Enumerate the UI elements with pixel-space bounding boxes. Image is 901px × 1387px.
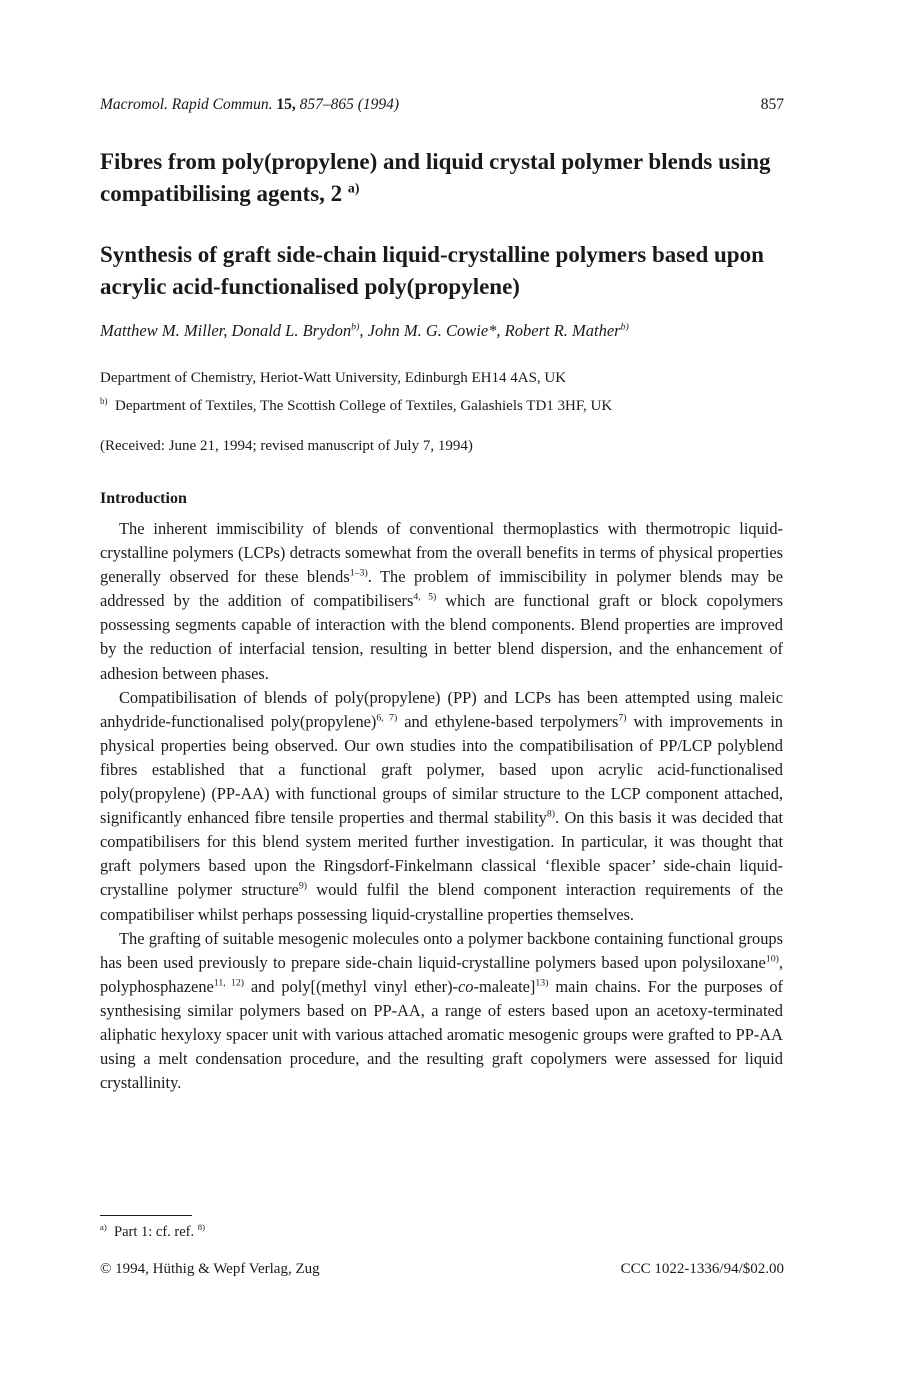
footnote-mark: a)	[100, 1222, 107, 1233]
paragraph-3: The grafting of suitable mesogenic molecules onto a polymer backbone containing functional groups has been used previously to prepare side-chain liquid-crystalline polymers based upon polysiloxane$^{10)}$, polyphosphazene$^{11, 12)}$ and poly[(methyl vinyl ether)-co-maleate]$^{13)}$ main chains. For the purposes of synthesising similar polymers based on PP-AA, a range of esters based upon an acetoxy-terminated aliphatic hexyloxy spacer unit with various attached aromatic mesogenic groups were grafted to PP-AA using a melt condensation procedure, and the resulting graft copolymers were assessed for liquid crystallinity.	[100, 928, 783, 1093]
running-header	[100, 96, 784, 114]
journal-citation	[100, 96, 399, 114]
citation: 10)	[765, 953, 779, 965]
journal-name: Macromol. Rapid Commun.	[100, 96, 273, 113]
title-footnote-mark: a)	[347, 180, 360, 196]
affiliation-mark: b)	[100, 396, 108, 406]
paragraph-2: Compatibilisation of blends of poly(propylene) (PP) and LCPs has been attempted using maleic anhydride-functionalised poly(propylene)$^{6, 7)}$ and ethylene-based terpolymers$^{7)}$ with improvements in physical properties being observed. Our own studies into the compatibilisation of PP/LCP polyblend fibres established that a functional graft polymer, based upon acrylic acid-functionalised poly(propylene) (PP-AA) with functional groups of similar structure to the LCP component attached, significantly enhanced fibre tensile properties and thermal stability$^{8)}$. On this basis it was decided that compatibilisers for this blend system merited further investigation. In particular, it was thought that graft polymers based upon the Ringsdorf-Finkelmann classical ‘flexible spacer’ side-chain liquid-crystalline polymer structure$^{9)}$ would fulfil the blend component interaction requirements of the compatibiliser whilst perhaps possessing liquid-crystalline properties themselves.	[100, 687, 784, 924]
article-title: Fibres from poly(propylene) and liquid crystal polymer blends using compatibilising agents, 2 $^{a)}$	[100, 149, 771, 206]
page-number: 857	[760, 96, 784, 113]
page-footer	[100, 1261, 784, 1278]
copyright-notice: © 1994, Hüthig & Wepf Verlag, Zug	[100, 1261, 320, 1277]
citation: 8)	[197, 1222, 205, 1233]
author-miller: Matthew M. Miller,	[100, 321, 228, 340]
citation: 7)	[618, 712, 627, 724]
received-dates: (Received: June 21, 1994; revised manuscript of July 7, 1994)	[100, 438, 473, 454]
affiliation-primary: Department of Chemistry, Heriot-Watt University, Edinburgh EH14 4AS, UK	[100, 370, 567, 386]
footnote: $^{a)}$ Part 1: cf. ref. $^{8)}$	[100, 1222, 205, 1240]
author-cowie: , John M. G. Cowie*,	[359, 321, 501, 340]
author-mather: Robert R. Mather	[504, 321, 621, 340]
author-list	[100, 321, 801, 341]
citation: 6, 7)	[376, 712, 398, 724]
journal-volume: 15,	[276, 96, 296, 113]
affiliation-secondary: $^{b)}$ Department of Textiles, The Scottish College of Textiles, Galashiels TD1 3HF, UK	[100, 396, 613, 414]
citation: 1–3)	[349, 567, 368, 579]
introduction-body	[100, 517, 783, 1095]
citation: 9)	[298, 880, 308, 892]
author-brydon: Donald L. Brydon	[231, 321, 352, 340]
section-heading: Introduction	[100, 490, 187, 507]
journal-pages-year: 857–865 (1994)	[299, 96, 400, 113]
author-affil-mark: b)	[351, 321, 360, 333]
author-affil-mark: b)	[620, 321, 629, 333]
citation: 13)	[535, 977, 549, 989]
italic-co: co	[458, 976, 474, 996]
citation: 8)	[546, 808, 556, 820]
citation: 11, 12)	[213, 977, 245, 989]
ccc-code: CCC 1022-1336/94/$02.00	[620, 1261, 784, 1277]
paragraph-1: The inherent immiscibility of blends of conventional thermoplastics with thermotropic liquid-crystalline polymers (LCPs) detracts somewhat from the overall benefits in terms of physical properties generally observed for these blends$^{1-3)}$. The problem of immiscibility in polymer blends may be addressed by the addition of compatibilisers$^{4, 5)}$ which are functional graft or block copolymers possessing segments capable of interaction with the blend components. Blend properties are improved by the reduction of interfacial tension, resulting in better blend dispersion, and the enhancement of adhesion between phases.	[100, 519, 784, 683]
article-subtitle: Synthesis of graft side-chain liquid-crystalline polymers based upon acrylic acid-functionalised poly(propylene)	[100, 242, 764, 299]
citation: 4, 5)	[413, 591, 437, 603]
footnote-divider	[100, 1215, 192, 1216]
